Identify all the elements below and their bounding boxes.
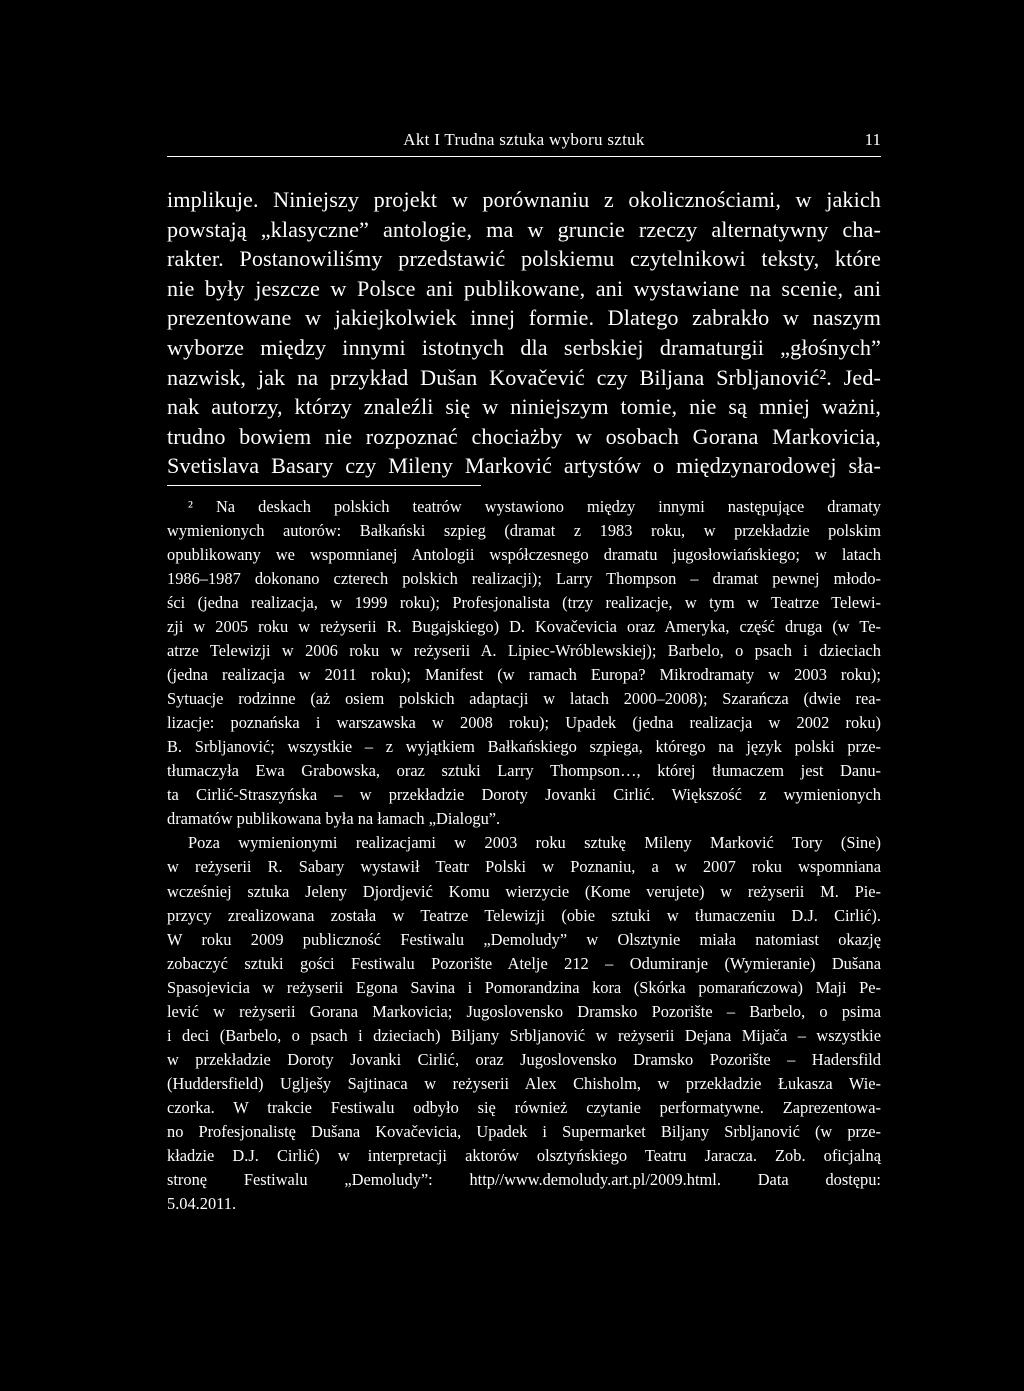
footnote-separator: [167, 485, 481, 486]
footnote-line: B. Srbljanović; wszystkie – z wyjątkiem Bałkańskiego szpiega, którego na język polski prze-: [167, 737, 881, 757]
footnote-line: kładzie D.J. Cirlić) w interpretacji aktorów olsztyńskiego Teatru Jaracza. Zob. oficjalną: [167, 1145, 881, 1165]
footnote-line: opublikowany we wspomnianej Antologii współczesnego dramatu jugosłowiańskiego; w latach: [167, 545, 881, 565]
body-text: [167, 185, 881, 481]
page-header: [167, 130, 881, 157]
footnote-line: i deci (Barbelo, o psach i dzieciach) Biljany Srbljanović w reżyserii Dejana Mijača – wszystkie: [167, 1025, 881, 1045]
footnote-line: zobaczyć sztuki gości Festiwalu Pozorište Atelje 212 – Odumiranje (Wymieranie) Dušana: [167, 953, 881, 973]
body-line: implikuje. Niniejszy projekt w porównaniu z okolicznościami, w jakich: [167, 187, 881, 212]
body-line: nazwisk, jak na przykład Dušan Kovačević czy Biljana Srbljanović². Jed-: [167, 364, 881, 390]
page-number: 11: [864, 130, 881, 149]
footnote-line: ści (jedna realizacja, w 1999 roku); Profesjonalista (trzy realizacje, w tym w Teatrze Telewi-: [167, 593, 881, 613]
body-line: nak autorzy, którzy znaleźli się w niniejszym tomie, nie są mniej ważni,: [167, 394, 881, 420]
footnote-line: dramatów publikowana była na łamach „Dialogu”.: [167, 809, 501, 829]
running-title: Akt I Trudna sztuka wyboru sztuk: [403, 130, 645, 149]
footnote-line: wymienionych autorów: Bałkański szpieg (dramat z 1983 roku, w przekładzie polskim: [167, 521, 881, 541]
footnote-line: wcześniej sztuka Jeleny Djordjević Komu wierzycie (Kome verujete) w reżyserii M. Pie-: [167, 881, 881, 901]
body-line: nie były jeszcze w Polsce ani publikowane, ani wystawiane na scenie, ani: [167, 275, 881, 301]
footnote-line: zji w 2005 roku w reżyserii R. Bugajskiego) D. Kovačevicia oraz Ameryka, część druga (w Te-: [167, 617, 881, 637]
body-line: trudno bowiem nie rozpoznać chociażby w osobach Gorana Markovicia,: [167, 423, 881, 449]
body-line: Svetislava Basary czy Mileny Marković artystów o międzynarodowej sła-: [167, 453, 881, 479]
footnotes: [167, 495, 881, 1216]
footnote-line: w przekładzie Doroty Jovanki Cirlić, oraz Jugoslovensko Dramsko Pozorište – Hadersfild: [167, 1049, 881, 1069]
footnote-line: Spasojevicia w reżyserii Egona Savina i Pomorandzina kora (Skórka pomarańczowa) Maji Pe-: [167, 977, 881, 997]
footnote-line: lizacje: poznańska i warszawska w 2008 roku); Upadek (jedna realizacja w 2002 roku): [167, 713, 881, 733]
footnote-line: Sytuacje rodzinne (aż osiem polskich adaptacji w latach 2000–2008); Szarańcza (dwie rea-: [167, 689, 881, 709]
footnote-line: w reżyserii R. Sabary wystawił Teatr Polski w Poznaniu, a w 2007 roku wspomniana: [167, 857, 881, 877]
footnote-line: (jedna realizacja w 2011 roku); Manifest (w ramach Europa? Mikrodramaty w 2003 roku);: [167, 665, 881, 685]
footnote-line: ² Na deskach polskich teatrów wystawiono między innymi następujące dramaty: [188, 497, 881, 516]
footnote-line: atrze Telewizji w 2006 roku w reżyserii A. Lipiec-Wróblewskiej); Barbelo, o psach i dzieciach: [167, 641, 881, 661]
body-line: powstają „klasyczne” antologie, ma w gruncie rzeczy alternatywny cha-: [167, 216, 881, 242]
footnote-line: Poza wymienionymi realizacjami w 2003 roku sztukę Mileny Marković Tory (Sine): [188, 833, 881, 853]
footnote-line: no Profesjonalistę Dušana Kovačevicia, Upadek i Supermarket Biljany Srbljanović (w prze-: [167, 1121, 881, 1141]
footnote-line: (Huddersfield) Uglješy Sajtinaca w reżyserii Alex Chisholm, w przekładzie Łukasza Wie-: [167, 1073, 881, 1093]
footnote-line: stronę Festiwalu „Demoludy”: http//www.demoludy.art.pl/2009.html. Data dostępu:: [167, 1169, 881, 1189]
footnote-line: przycy zrealizowana została w Teatrze Telewizji (obie sztuki w tłumaczeniu D.J. Cirlić).: [167, 905, 881, 925]
body-line: rakter. Postanowiliśmy przedstawić polskiemu czytelnikowi teksty, które: [167, 246, 881, 272]
footnote-line: czorka. W trakcie Festiwalu odbyło się również czytanie performatywne. Zaprezentowa-: [167, 1097, 881, 1117]
footnote-line: ta Cirlić-Straszyńska – w przekładzie Doroty Jovanki Cirlić. Większość z wymienionych: [167, 785, 881, 805]
footnote-line: tłumaczyła Ewa Grabowska, oraz sztuki Larry Thompson…, której tłumaczem jest Danu-: [167, 761, 881, 781]
footnote-line: lević w reżyserii Gorana Markovicia; Jugoslovensko Dramsko Pozorište – Barbelo, o psima: [167, 1001, 881, 1021]
footnote-line: 5.04.2011.: [167, 1193, 237, 1213]
body-line: prezentowane w jakiejkolwiek innej formie. Dlatego zabrakło w naszym: [167, 305, 881, 331]
body-line: wyborze między innymi istotnych dla serbskiej dramaturgii „głośnych”: [167, 334, 881, 360]
footnote-line: W roku 2009 publiczność Festiwalu „Demoludy” w Olsztynie miała natomiast okazję: [167, 929, 881, 949]
footnote-line: 1986–1987 dokonano czterech polskich realizacji); Larry Thompson – dramat pewnej młodo-: [167, 569, 881, 589]
